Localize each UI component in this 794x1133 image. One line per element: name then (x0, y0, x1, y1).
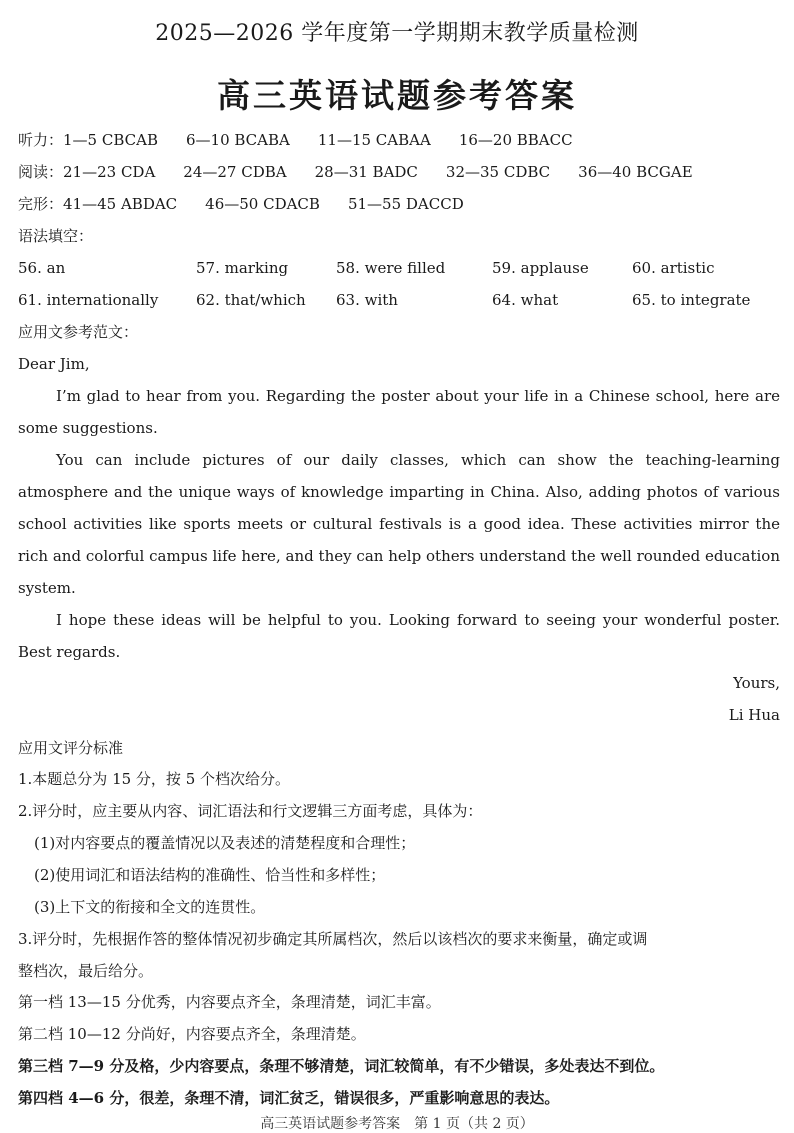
paper-title: 高三英语试题参考答案 (217, 76, 577, 115)
essay-heading: 应用文参考范文： (18, 323, 139, 341)
answer-group: 46—50 CDACB (205, 195, 320, 213)
grade-band-4: 第四档 4—6 分，很差，条理不清，词汇贫乏，错误很多，严重影响意思的表达。 (18, 1089, 560, 1107)
listening-label: 听力： (18, 131, 64, 149)
reading-answers (18, 162, 721, 182)
criteria-heading: 应用文评分标准 (18, 739, 124, 757)
grammar-item: 64. what (492, 291, 559, 309)
reading-label: 阅读： (18, 163, 64, 181)
grammar-item: 59. applause (492, 259, 589, 277)
answer-group: 36—40 BCGAE (578, 163, 693, 181)
answer-group: 41—45 ABDAC (63, 195, 178, 213)
grade-band-3: 第三档 7—9 分及格，少内容要点，条理不够清楚，词汇较简单，有不少错误，多处表达不到位。 (18, 1057, 665, 1075)
essay-body (18, 380, 780, 668)
criteria-line: 2.评分时，应主要从内容、词汇语法和行文逻辑三方面考虑，具体为： (18, 802, 483, 820)
criteria-subline: (3)上下文的衔接和全文的连贯性。 (34, 898, 266, 916)
answer-group: 21—23 CDA (63, 163, 156, 181)
answer-group: 1—5 CBCAB (63, 131, 158, 149)
grammar-item: 63. with (336, 291, 398, 309)
answer-group: 32—35 CDBC (445, 163, 551, 181)
answer-group: 28—31 BADC (314, 163, 418, 181)
criteria-line: 3.评分时，先根据作答的整体情况初步确定其所属档次，然后以该档次的要求来衡量，确定或调 (18, 930, 648, 948)
grammar-heading: 语法填空： (18, 227, 94, 245)
criteria-subline: (2)使用词汇和语法结构的准确性、恰当性和多样性； (34, 866, 386, 884)
grammar-item: 62. that/which (196, 291, 306, 309)
answer-group: 51—55 DACCD (347, 195, 464, 213)
cloze-label: 完形： (18, 195, 64, 213)
exam-title: 2025—2026 学年度第一学期期末教学质量检测 (155, 21, 639, 46)
answer-group: 16—20 BBACC (458, 131, 573, 149)
grammar-row-1 (18, 258, 778, 278)
answer-group: 6—10 BCABA (185, 131, 290, 149)
grammar-item: 58. were filled (336, 259, 446, 277)
essay-paragraph: I hope these ideas will be helpful to you. Looking forward to seeing your wonderful poster. Best regards. (18, 611, 780, 661)
essay-greeting: Dear Jim, (18, 355, 90, 373)
grammar-item: 57. marking (196, 259, 289, 277)
page-footer: 高三英语试题参考答案 第 1 页（共 2 页） (260, 1116, 534, 1132)
essay-closing: Yours, (733, 674, 780, 692)
grammar-item: 61. internationally (18, 291, 159, 309)
grade-band-2: 第二档 10—12 分尚好，内容要点齐全，条理清楚。 (18, 1025, 366, 1043)
criteria-line: 1.本题总分为 15 分，按 5 个档次给分。 (18, 770, 291, 788)
answer-group: 24—27 CDBA (183, 163, 287, 181)
listening-answers (18, 130, 601, 150)
answer-group: 11—15 CABAA (317, 131, 431, 149)
essay-paragraph: I’m glad to hear from you. Regarding the poster about your life in a Chinese school, here are some suggestions. (18, 387, 780, 437)
cloze-answers (18, 194, 492, 214)
essay-signature: Li Hua (728, 706, 780, 724)
essay-paragraph: You can include pictures of our daily classes, which can show the teaching-learning atmosphere and the unique ways of knowledge imparting in China. Also, adding photos of various school activities like sports meets or cultural festivals is a good idea. These activities mirror the rich and colorful campus life here, and they can help others understand the well rounded education system. (18, 451, 780, 597)
grammar-item: 65. to integrate (632, 291, 751, 309)
grammar-row-2 (18, 290, 778, 310)
grammar-item: 60. artistic (632, 259, 715, 277)
grade-band-1: 第一档 13—15 分优秀，内容要点齐全，条理清楚，词汇丰富。 (18, 993, 441, 1011)
criteria-line: 整档次，最后给分。 (18, 962, 154, 980)
grammar-item: 56. an (18, 259, 66, 277)
criteria-subline: (1)对内容要点的覆盖情况以及表述的清楚程度和合理性； (34, 834, 416, 852)
